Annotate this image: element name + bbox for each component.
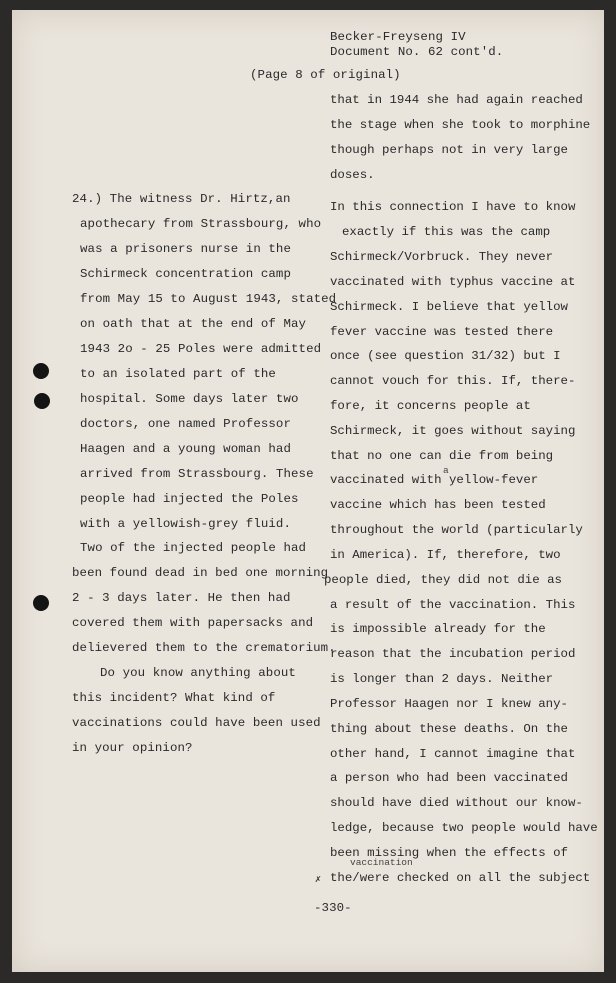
right-line: fever vaccine was tested there (330, 325, 554, 339)
right-line: reason that the incubation period (330, 647, 576, 661)
left-line: Schirmeck concentration camp (80, 267, 291, 281)
right-line: vaccine which has been tested (330, 498, 546, 512)
right-line: once (see question 31/32) but I (330, 349, 561, 363)
right-line: Schirmeck. I believe that yellow (330, 300, 568, 314)
right-line: Professor Haagen nor I knew any- (330, 697, 568, 711)
right-line: doses. (330, 168, 375, 182)
right-line: though perhaps not in very large (330, 143, 568, 157)
right-line: vaccinated with typhus vaccine at (330, 275, 576, 289)
left-line: this incident? What kind of (72, 691, 276, 705)
left-line: covered them with papersacks and (72, 616, 314, 630)
right-line: ledge, because two people would have (330, 821, 598, 835)
right-line: a result of the vaccination. This (330, 598, 576, 612)
left-line: with a yellowish-grey fluid. (80, 517, 291, 531)
left-line: from May 15 to August 1943, stated (80, 292, 337, 306)
left-line: vaccinations could have been used (72, 716, 321, 730)
left-line: people had injected the Poles (80, 492, 299, 506)
left-line: been found dead in bed one morning (72, 566, 329, 580)
left-line: was a prisoners nurse in the (80, 242, 291, 256)
header-line-2: Document No. 62 cont'd. (330, 45, 504, 59)
punch-hole (33, 595, 49, 611)
right-line: been missing when the effects of (330, 846, 568, 860)
right-line: cannot vouch for this. If, there- (330, 374, 576, 388)
right-line: thing about these deaths. On the (330, 722, 568, 736)
right-line: In this connection I have to know (330, 200, 576, 214)
header-line-1: Becker-Freyseng IV (330, 30, 466, 44)
right-line: is impossible already for the (330, 622, 546, 636)
page-number: -330- (314, 901, 352, 915)
left-line: in your opinion? (72, 741, 193, 755)
left-line: arrived from Strassbourg. These (80, 467, 314, 481)
left-line: 1943 2o - 25 Poles were admitted (80, 342, 322, 356)
right-line: people died, they did not die as (324, 573, 562, 587)
right-line: vaccinated with yellow-fever (330, 473, 539, 487)
margin-mark: ✗ (315, 875, 322, 886)
left-line: Two of the injected people had (80, 541, 307, 555)
handwritten-insertion-vaccination: vaccination (350, 857, 413, 868)
right-line: is longer than 2 days. Neither (330, 672, 554, 686)
right-line: fore, it concerns people at (330, 399, 531, 413)
right-line: throughout the world (particularly (330, 523, 583, 537)
left-line: 24.) The witness Dr. Hirtz,an (72, 192, 291, 206)
right-line: other hand, I cannot imagine that (330, 747, 576, 761)
right-line: exactly if this was the camp (342, 225, 551, 239)
left-line: doctors, one named Professor (80, 417, 291, 431)
right-line: in America). If, therefore, two (330, 548, 561, 562)
left-line: Do you know anything about (100, 666, 296, 680)
left-line: to an isolated part of the (80, 367, 276, 381)
right-line: the stage when she took to morphine (330, 118, 591, 132)
right-line: a person who had been vaccinated (330, 771, 568, 785)
handwritten-insertion-a: a (443, 465, 449, 476)
left-line: apothecary from Strassbourg, who (80, 217, 322, 231)
right-line: Schirmeck, it goes without saying (330, 424, 576, 438)
punch-hole (34, 393, 50, 409)
left-line: 2 - 3 days later. He then had (72, 591, 291, 605)
right-line: the/were checked on all the subject (330, 871, 591, 885)
right-line: that no one can die from being (330, 449, 554, 463)
right-line: Schirmeck/Vorbruck. They never (330, 250, 554, 264)
left-line: delievered them to the crematorium. (72, 641, 336, 655)
left-line: hospital. Some days later two (80, 392, 299, 406)
right-line: that in 1944 she had again reached (330, 93, 583, 107)
left-line: on oath that at the end of May (80, 317, 307, 331)
page-note: (Page 8 of original) (250, 68, 401, 82)
document-page (12, 10, 604, 972)
left-line: Haagen and a young woman had (80, 442, 291, 456)
right-line: should have died without our know- (330, 796, 583, 810)
punch-hole (33, 363, 49, 379)
